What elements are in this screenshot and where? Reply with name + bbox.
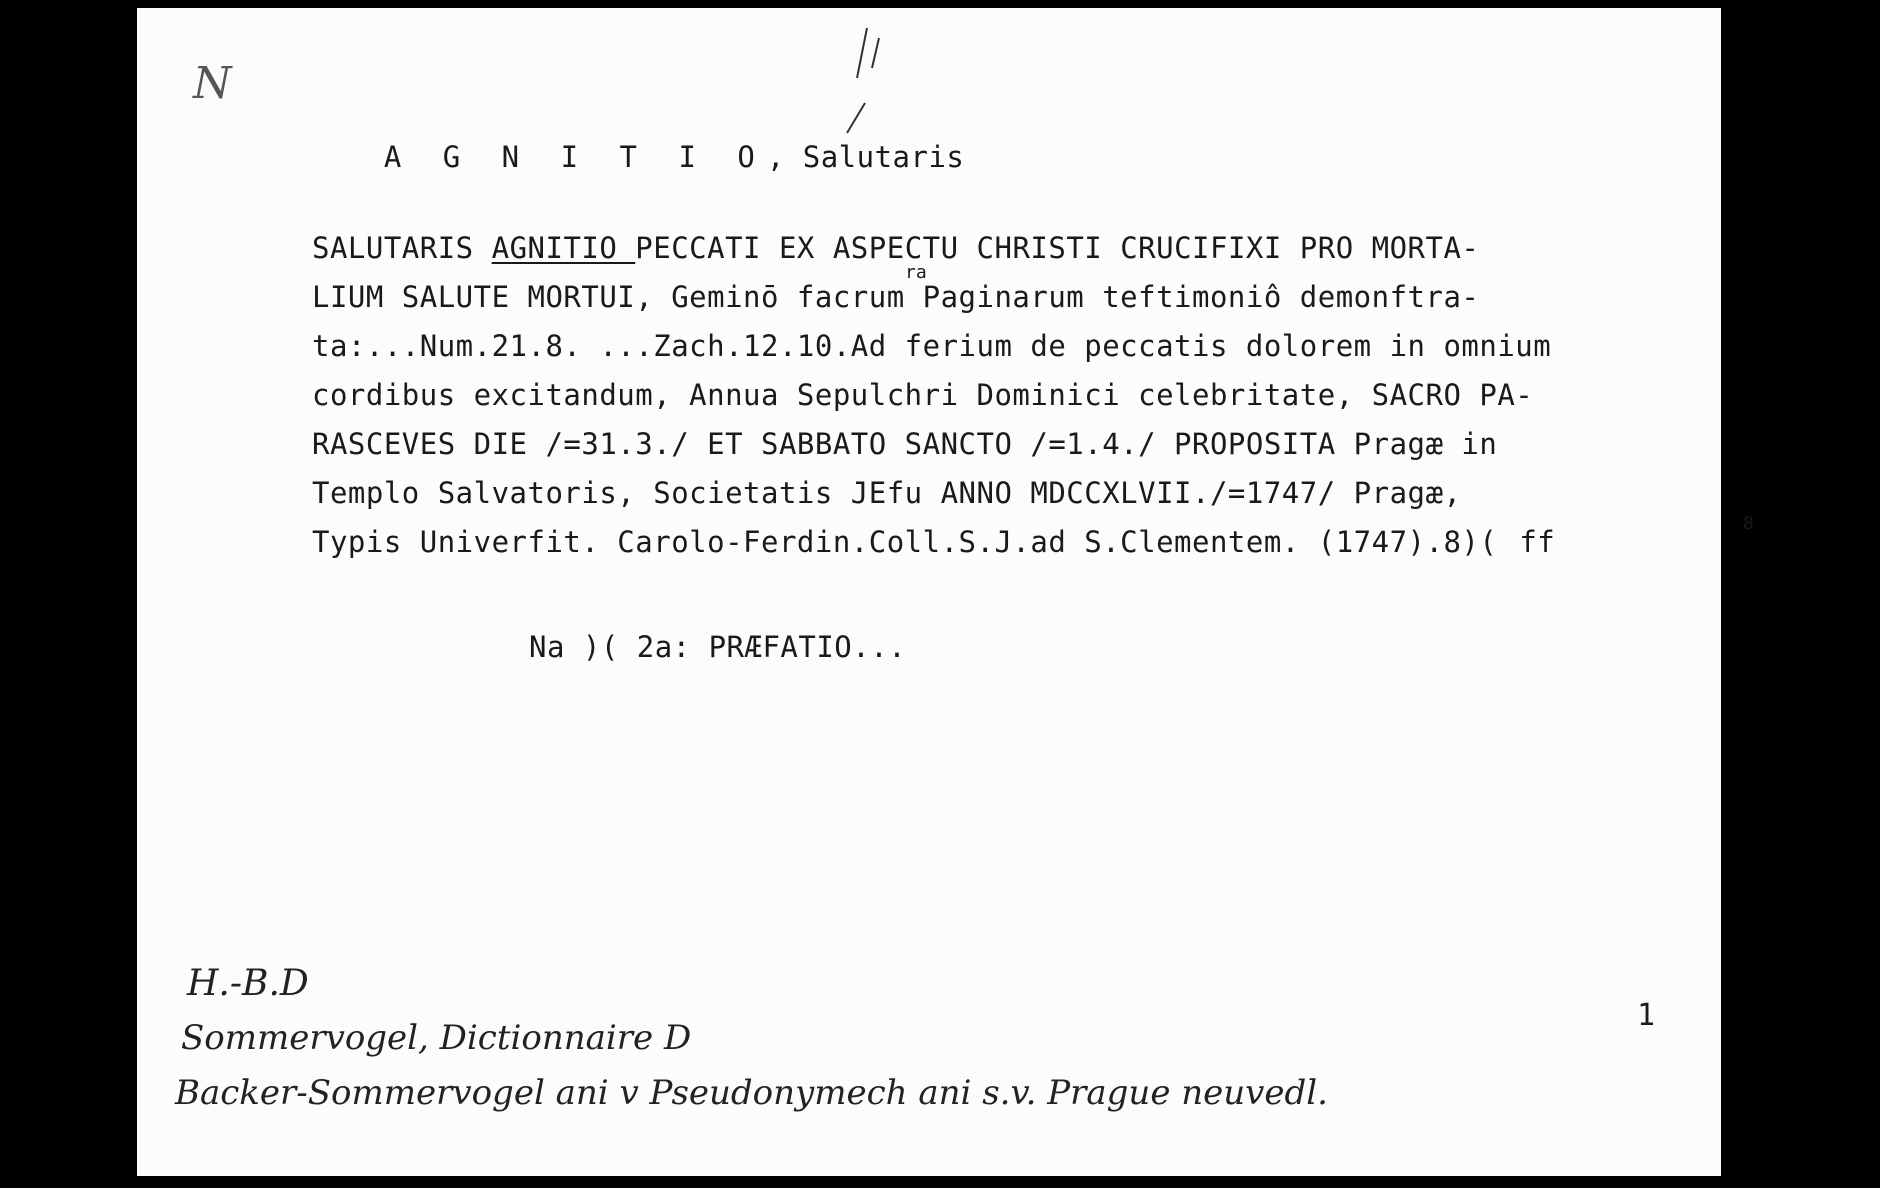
collation-note: Na )( 2a: PRÆFATIO...: [529, 630, 907, 664]
body-line-3: ta:...Num.21.8. ...Zach.12.10.Ad ferium de peccatis dolorem in omnium: [312, 329, 1552, 363]
interlinear-insert: ra: [905, 262, 927, 283]
body-line-5: RASCEVES DIE /=31.3./ ET SABBATO SANCTO /=1.4./ PROPOSITA Pragæ in: [312, 427, 1498, 461]
body-line-1-underlined: AGNITIO: [491, 231, 636, 265]
body-line-4: cordibus excitandum, Annua Sepulchri Dominici celebritate, SACRO PA-: [312, 378, 1534, 412]
handwritten-line-1: H.-B.D: [187, 963, 309, 1004]
body-line-1: [312, 231, 1479, 265]
corner-mark: N: [193, 58, 232, 109]
heading-title: A G N I T I O: [383, 140, 767, 174]
body-line-7-pre: Typis Univerfit. Carolo-Ferdin.Coll.S.J.ad S.Clementem. (1747).8)(: [312, 525, 1498, 559]
body-line-1-pre: SALUTARIS: [312, 231, 492, 265]
body-line-7-post: ff: [1519, 525, 1556, 559]
body-line-2: LIUM SALUTE MORTUI, Geminō facrum Paginarum teftimoniô demonftra-: [312, 280, 1480, 314]
heading-rest: , Salutaris: [766, 140, 965, 174]
body-line-7: [312, 525, 1556, 559]
card-heading: [312, 106, 964, 208]
catalog-card: [137, 8, 1754, 1176]
body-line-6: Templo Salvatoris, Societatis JEfu ANNO MDCCXLVII./=1747/ Pragæ,: [312, 476, 1462, 510]
handwritten-line-3: Backer-Sommervogel ani v Pseudonymech ani s.v. Prague neuvedl.: [175, 1073, 1328, 1113]
handwritten-line-2: Sommervogel, Dictionnaire D: [181, 1018, 692, 1058]
format-superscript: 8: [1743, 513, 1754, 534]
body-line-1-post: PECCATI EX ASPECTU CHRISTI CRUCIFIXI PRO MORTA-: [635, 231, 1480, 265]
page-number: 1: [1637, 998, 1656, 1033]
